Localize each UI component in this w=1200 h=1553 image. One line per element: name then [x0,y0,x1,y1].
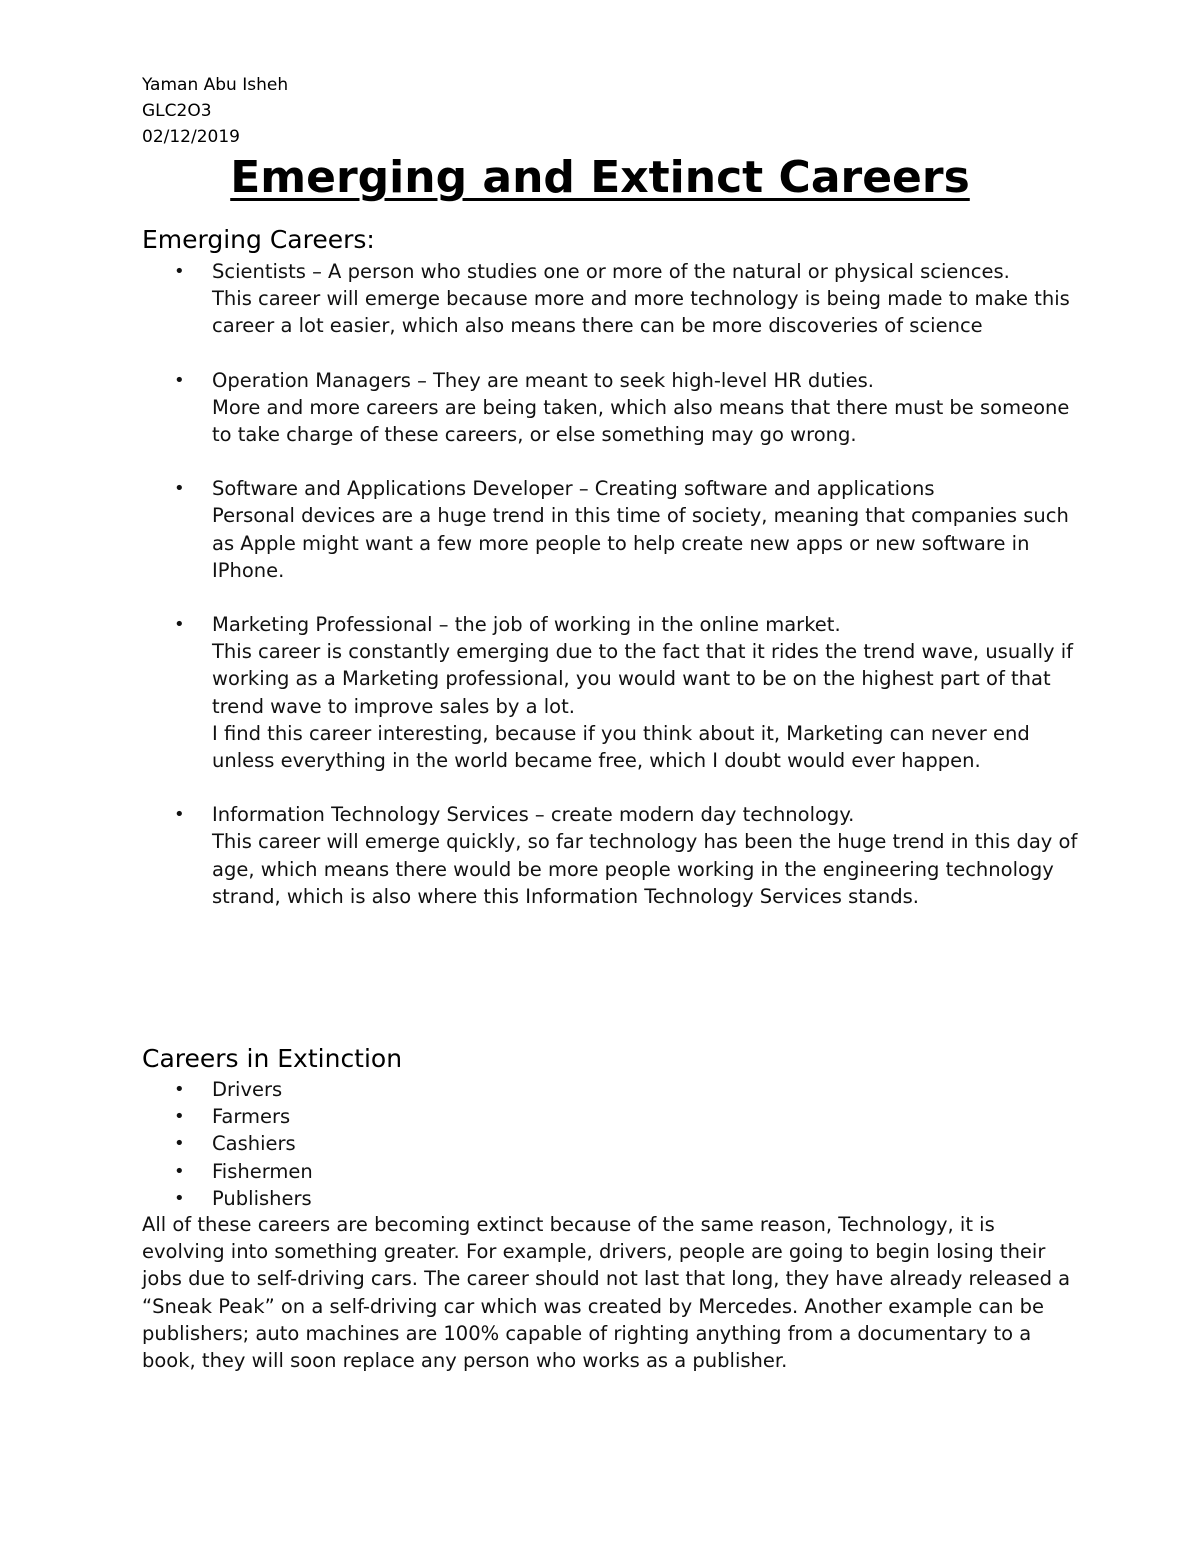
career-definition: Software and Applications Developer – Creating software and applications [212,477,935,501]
emerging-careers-heading: Emerging Careers: [142,225,375,254]
bullet-icon: • [174,1079,185,1100]
bullet-icon: • [174,1106,185,1128]
document-title: Emerging and Extinct Careers [230,152,970,203]
extinct-career-label: Publishers [212,1186,312,1210]
list-item [142,367,1082,449]
career-opinion: I find this career interesting, because if you think about it, Marketing can never end unless everything in the world became free, which I doubt would ever happen. [212,721,1030,773]
author-name: Yaman Abu Isheh [142,75,289,95]
extinct-careers-list [142,1076,1082,1212]
list-item [142,475,1082,584]
career-definition: Scientists – A person who studies one or more of the natural or physical sciences. [212,260,1010,283]
document-header [142,72,288,150]
bullet-icon: • [174,369,185,391]
career-explanation: More and more careers are being taken, which also means that there must be someone to take charge of these careers, or else something may go wrong. [212,395,1070,447]
extinct-career-label: Farmers [212,1105,291,1129]
bullet-icon: • [174,1187,185,1209]
emerging-careers-list [142,258,1082,937]
extinct-career-label: Fishermen [212,1159,313,1183]
career-definition: Marketing Professional – the job of working in the online market. [212,613,841,637]
career-definition: Operation Managers – They are meant to seek high-level HR duties. [212,368,875,392]
course-code: GLC2O3 [142,101,212,121]
list-item [142,801,1082,910]
bullet-icon: • [174,1133,185,1155]
bullet-icon: • [174,614,185,636]
list-item [142,1185,1082,1212]
bullet-icon: • [174,261,185,282]
career-explanation: This career is constantly emerging due to the fact that it rides the trend wave, usually if working as a Marketing professional, you would want to be on the highest part of that trend wave to improve sales by a lot. [212,640,1074,718]
list-item [142,1130,1082,1157]
career-explanation: This career will emerge quickly, so far technology has been the huge trend in this day of age, which means there would be more people working in the engineering technology strand, which is also where this Information Technology Services stands. [212,830,1078,908]
list-item [142,1076,1082,1103]
career-explanation: Personal devices are a huge trend in this time of society, meaning that companies such as Apple might want a few more people to help create new apps or new software in IPhone. [212,504,1069,582]
bullet-icon: • [174,804,185,826]
bullet-icon: • [174,478,185,500]
list-item [142,258,1082,340]
list-item [142,611,1082,774]
career-definition: Information Technology Services – create modern day technology. [212,803,855,827]
extinct-careers-heading: Careers in Extinction [142,1044,403,1073]
document-date: 02/12/2019 [142,127,240,147]
extinct-career-label: Drivers [212,1078,283,1101]
list-item [142,1103,1082,1130]
extinct-career-label: Cashiers [212,1132,296,1156]
bullet-icon: • [174,1160,185,1182]
list-item [142,1158,1082,1185]
extinction-explanation-paragraph: All of these careers are becoming extinct because of the same reason, Technology, it is evolving into something greater. For example, drivers, people are going to begin losing their jobs due to self-driving cars. The career should not last that long, they have already released a “Sneak Peak” on a self-driving car which was created by Mercedes. Another example can be publishers; auto machines are 100% capable of righting anything from a documentary to a book, they will soon replace any person who works as a publisher. [142,1213,1071,1373]
career-explanation: This career will emerge because more and more technology is being made to make this career a lot easier, which also means there can be more discoveries of science [212,287,1070,338]
